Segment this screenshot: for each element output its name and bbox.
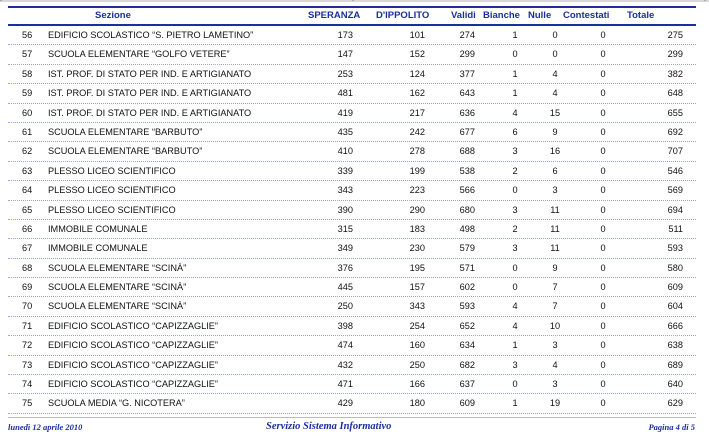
cell-totale: 382 xyxy=(667,68,683,79)
cell-totale: 640 xyxy=(667,379,683,390)
cell-section-number: 64 xyxy=(22,185,33,196)
cell-sezione: SCUOLA ELEMENTARE “SCINÀ” xyxy=(48,262,187,273)
cell-speranza: 349 xyxy=(337,243,353,254)
cell-section-number: 57 xyxy=(22,49,33,60)
cell-speranza: 173 xyxy=(337,30,353,40)
cell-bianche: 1 xyxy=(512,30,518,40)
cell-sezione: PLESSO LICEO SCIENTIFICO xyxy=(48,185,176,196)
cell-nulle: 11 xyxy=(550,223,560,234)
cell-bianche: 1 xyxy=(512,398,518,409)
cell-totale: 689 xyxy=(667,359,683,370)
cell-speranza: 253 xyxy=(337,68,353,79)
cell-section-number: 62 xyxy=(22,146,33,157)
cell-section-number: 71 xyxy=(22,320,33,331)
crop-mark-right: ▪ xyxy=(704,0,707,4)
cell-section-number: 63 xyxy=(22,165,33,176)
cell-contestati: 0 xyxy=(600,223,606,234)
table-row xyxy=(0,356,709,375)
cell-bianche: 6 xyxy=(512,126,518,137)
cell-speranza: 481 xyxy=(337,88,353,99)
cell-contestati: 0 xyxy=(600,262,606,273)
cell-dippolito: 166 xyxy=(409,379,425,390)
cell-speranza: 398 xyxy=(337,320,353,331)
cell-totale: 580 xyxy=(667,262,683,273)
table-row xyxy=(0,181,709,200)
table-row xyxy=(0,26,709,45)
cell-nulle: 3 xyxy=(552,379,558,390)
cell-contestati: 0 xyxy=(600,107,606,118)
cell-nulle: 0 xyxy=(552,30,558,40)
cell-contestati: 0 xyxy=(600,185,606,196)
cell-bianche: 4 xyxy=(512,301,518,312)
crop-mark-left: ▪ xyxy=(0,0,3,4)
cell-section-number: 58 xyxy=(22,68,33,79)
cell-sezione: EDIFICIO SCOLASTICO “CAPIZZAGLIE” xyxy=(48,379,218,390)
cell-contestati: 0 xyxy=(600,398,606,409)
cell-dippolito: 101 xyxy=(409,30,425,40)
cell-nulle: 0 xyxy=(552,49,558,60)
cell-bianche: 1 xyxy=(512,68,518,79)
cell-sezione: EDIFICIO SCOLASTICO “CAPIZZAGLIE” xyxy=(48,320,218,331)
table-row xyxy=(0,84,709,103)
cell-bianche: 4 xyxy=(512,320,518,331)
cell-contestati: 0 xyxy=(600,320,606,331)
cell-speranza: 339 xyxy=(337,165,353,176)
cell-sezione: SCUOLA ELEMENTARE “BARBUTO” xyxy=(48,146,203,157)
cell-dippolito: 195 xyxy=(409,262,425,273)
cell-speranza: 435 xyxy=(337,126,353,137)
cell-contestati: 0 xyxy=(600,340,606,351)
cell-nulle: 4 xyxy=(552,68,558,79)
cell-validi: 688 xyxy=(459,146,475,157)
cell-validi: 538 xyxy=(459,165,475,176)
header-contestati: Contestati xyxy=(563,10,610,21)
table-row xyxy=(0,65,709,84)
page-top-edge xyxy=(0,0,709,2)
cell-bianche: 3 xyxy=(512,146,518,157)
cell-dippolito: 230 xyxy=(409,243,425,254)
cell-bianche: 0 xyxy=(512,262,518,273)
cell-bianche: 1 xyxy=(512,340,518,351)
cell-bianche: 3 xyxy=(512,243,518,254)
cell-dippolito: 250 xyxy=(409,359,425,370)
cell-contestati: 0 xyxy=(600,49,606,60)
footer-rule xyxy=(8,417,696,418)
table-row xyxy=(0,45,709,64)
cell-validi: 571 xyxy=(459,262,475,273)
cell-totale: 666 xyxy=(667,320,683,331)
header-sezione: Sezione xyxy=(95,10,131,21)
cell-contestati: 0 xyxy=(600,165,606,176)
cell-dippolito: 152 xyxy=(409,49,425,60)
cell-dippolito: 290 xyxy=(409,204,425,215)
cell-sezione: PLESSO LICEO SCIENTIFICO xyxy=(48,204,176,215)
cell-section-number: 74 xyxy=(22,379,33,390)
cell-totale: 299 xyxy=(667,49,683,60)
cell-contestati: 0 xyxy=(600,379,606,390)
cell-contestati: 0 xyxy=(600,243,606,254)
cell-section-number: 72 xyxy=(22,340,33,351)
cell-totale: 511 xyxy=(668,223,683,234)
cell-dippolito: 180 xyxy=(409,398,425,409)
table-row xyxy=(0,123,709,142)
cell-contestati: 0 xyxy=(600,88,606,99)
cell-dippolito: 183 xyxy=(409,223,425,234)
cell-totale: 604 xyxy=(667,301,683,312)
cell-bianche: 0 xyxy=(512,49,518,60)
table-row xyxy=(0,394,709,413)
cell-nulle: 6 xyxy=(552,165,558,176)
cell-section-number: 61 xyxy=(22,126,33,137)
cell-sezione: IST. PROF. DI STATO PER IND. E ARTIGIANATO xyxy=(48,107,252,118)
cell-validi: 579 xyxy=(459,243,475,254)
cell-contestati: 0 xyxy=(600,30,606,40)
cell-speranza: 474 xyxy=(337,340,353,351)
cell-validi: 566 xyxy=(459,185,475,196)
table-row xyxy=(0,297,709,316)
cell-contestati: 0 xyxy=(600,359,606,370)
cell-validi: 682 xyxy=(459,359,475,370)
cell-validi: 680 xyxy=(459,204,475,215)
cell-totale: 569 xyxy=(667,185,683,196)
cell-sezione: SCUOLA ELEMENTARE “SCINÀ” xyxy=(48,282,187,293)
cell-section-number: 67 xyxy=(22,243,33,254)
cell-section-number: 66 xyxy=(22,223,33,234)
cell-speranza: 410 xyxy=(337,146,353,157)
cell-speranza: 390 xyxy=(337,204,353,215)
cell-bianche: 0 xyxy=(512,185,518,196)
page-footer xyxy=(0,420,709,440)
table-row xyxy=(0,104,709,123)
cell-sezione: SCUOLA ELEMENTARE “GOLFO VETERE” xyxy=(48,49,230,60)
header-validi: Validi xyxy=(451,10,476,21)
cell-validi: 593 xyxy=(459,301,475,312)
header-speranza: SPERANZA xyxy=(308,10,361,21)
cell-dippolito: 278 xyxy=(409,146,425,157)
cell-speranza: 343 xyxy=(337,185,353,196)
header-totale: Totale xyxy=(627,10,655,21)
header-nulle: Nulle xyxy=(528,10,552,21)
cell-nulle: 7 xyxy=(552,301,558,312)
cell-contestati: 0 xyxy=(600,68,606,79)
cell-bianche: 2 xyxy=(512,223,518,234)
cell-section-number: 75 xyxy=(22,398,33,409)
cell-bianche: 3 xyxy=(512,359,518,370)
cell-section-number: 59 xyxy=(22,88,33,99)
footer-page-number: Pagina 4 di 5 xyxy=(648,422,695,432)
cell-validi: 377 xyxy=(459,68,475,79)
table-row xyxy=(0,162,709,181)
cell-sezione: EDIFICIO SCOLASTICO “CAPIZZAGLIE” xyxy=(48,359,218,370)
cell-nulle: 19 xyxy=(549,398,561,409)
cell-section-number: 56 xyxy=(22,30,33,40)
table-header xyxy=(0,7,709,23)
cell-dippolito: 160 xyxy=(409,340,425,351)
cell-totale: 629 xyxy=(667,398,683,409)
cell-contestati: 0 xyxy=(600,204,606,215)
cell-dippolito: 254 xyxy=(409,320,425,331)
cell-bianche: 4 xyxy=(512,107,518,118)
cell-totale: 275 xyxy=(667,30,683,40)
cell-speranza: 445 xyxy=(337,282,353,293)
cell-dippolito: 242 xyxy=(409,126,425,137)
cell-dippolito: 217 xyxy=(409,107,425,118)
cell-speranza: 471 xyxy=(337,379,353,390)
cell-validi: 498 xyxy=(459,223,475,234)
cell-speranza: 419 xyxy=(337,107,353,118)
cell-sezione: IMMOBILE COMUNALE xyxy=(48,223,148,234)
cell-totale: 655 xyxy=(667,107,683,118)
cell-sezione: IST. PROF. DI STATO PER IND. E ARTIGIANATO xyxy=(48,68,252,79)
cell-section-number: 60 xyxy=(22,107,33,118)
cell-sezione: SCUOLA MEDIA “G. NICOTERA” xyxy=(48,398,185,409)
cell-totale: 593 xyxy=(667,243,683,254)
cell-validi: 299 xyxy=(459,49,475,60)
table-row xyxy=(0,336,709,355)
cell-sezione: EDIFICIO SCOLASTICO “S. PIETRO LAMETINO” xyxy=(48,30,254,40)
cell-section-number: 69 xyxy=(22,282,33,293)
table-row xyxy=(0,201,709,220)
cell-totale: 707 xyxy=(667,146,683,157)
cell-speranza: 147 xyxy=(337,49,353,60)
cell-nulle: 4 xyxy=(552,88,558,99)
cell-section-number: 68 xyxy=(22,262,33,273)
cell-speranza: 315 xyxy=(337,223,353,234)
cell-dippolito: 162 xyxy=(409,88,425,99)
cell-nulle: 10 xyxy=(549,320,561,331)
cell-bianche: 1 xyxy=(512,88,518,99)
cell-nulle: 7 xyxy=(552,282,558,293)
cell-nulle: 11 xyxy=(550,243,560,254)
cell-sezione: IST. PROF. DI STATO PER IND. E ARTIGIANATO xyxy=(48,88,252,99)
cell-validi: 274 xyxy=(459,30,475,40)
cell-nulle: 9 xyxy=(552,262,558,273)
cell-sezione: PLESSO LICEO SCIENTIFICO xyxy=(48,165,176,176)
table-row xyxy=(0,220,709,239)
cell-totale: 648 xyxy=(667,88,683,99)
cell-dippolito: 223 xyxy=(409,185,425,196)
cell-speranza: 432 xyxy=(337,359,353,370)
cell-dippolito: 124 xyxy=(409,68,425,79)
cell-bianche: 3 xyxy=(512,204,518,215)
cell-contestati: 0 xyxy=(600,146,606,157)
cell-sezione: EDIFICIO SCOLASTICO “CAPIZZAGLIE” xyxy=(48,340,218,351)
cell-bianche: 0 xyxy=(512,282,518,293)
cell-nulle: 9 xyxy=(552,126,558,137)
cell-validi: 637 xyxy=(459,379,475,390)
cell-dippolito: 199 xyxy=(409,165,425,176)
cell-totale: 609 xyxy=(667,282,683,293)
cell-validi: 636 xyxy=(459,107,475,118)
cell-validi: 677 xyxy=(459,126,475,137)
cell-validi: 634 xyxy=(459,340,475,351)
cell-dippolito: 157 xyxy=(409,282,425,293)
cell-validi: 602 xyxy=(459,282,475,293)
row-separator xyxy=(8,413,696,414)
cell-sezione: SCUOLA ELEMENTARE “BARBUTO” xyxy=(48,126,203,137)
cell-totale: 694 xyxy=(667,204,683,215)
cell-section-number: 65 xyxy=(22,204,33,215)
cell-bianche: 0 xyxy=(512,379,518,390)
cell-nulle: 11 xyxy=(550,204,560,215)
table-row xyxy=(0,317,709,336)
header-dippolito: D'IPPOLITO xyxy=(376,10,430,21)
cell-nulle: 3 xyxy=(552,340,558,351)
table-row xyxy=(0,375,709,394)
cell-totale: 638 xyxy=(667,340,683,351)
cell-nulle: 16 xyxy=(549,146,561,157)
cell-validi: 652 xyxy=(459,320,475,331)
cell-speranza: 376 xyxy=(337,262,353,273)
cell-nulle: 15 xyxy=(549,107,561,118)
crop-mark-center: ▪ xyxy=(352,0,355,4)
cell-bianche: 2 xyxy=(512,165,518,176)
table-row xyxy=(0,259,709,278)
cell-speranza: 250 xyxy=(337,301,353,312)
cell-section-number: 73 xyxy=(22,359,33,370)
cell-totale: 692 xyxy=(667,126,683,137)
cell-section-number: 70 xyxy=(22,301,33,312)
header-bianche: Bianche xyxy=(483,10,520,21)
cell-validi: 609 xyxy=(459,398,475,409)
cell-sezione: SCUOLA ELEMENTARE “SCINÀ” xyxy=(48,301,187,312)
cell-totale: 546 xyxy=(667,165,683,176)
results-table-body xyxy=(0,26,709,414)
footer-title: Servizio Sistema Informativo xyxy=(266,421,392,432)
table-row xyxy=(0,142,709,161)
cell-contestati: 0 xyxy=(600,301,606,312)
cell-sezione: IMMOBILE COMUNALE xyxy=(48,243,148,254)
cell-dippolito: 343 xyxy=(409,301,425,312)
cell-validi: 643 xyxy=(459,88,475,99)
cell-nulle: 3 xyxy=(552,185,558,196)
cell-contestati: 0 xyxy=(600,126,606,137)
cell-contestati: 0 xyxy=(600,282,606,293)
footer-date: lunedì 12 aprile 2010 xyxy=(8,422,83,432)
table-row xyxy=(0,239,709,258)
cell-speranza: 429 xyxy=(337,398,353,409)
table-row xyxy=(0,278,709,297)
cell-nulle: 4 xyxy=(552,359,558,370)
